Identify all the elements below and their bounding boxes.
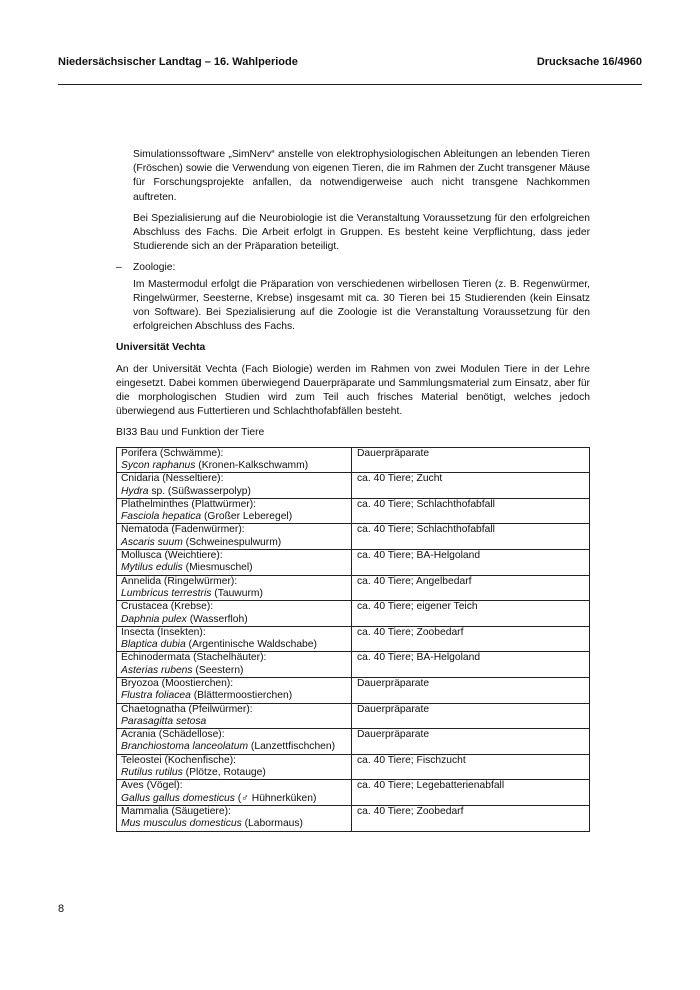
animal-group: Teleostei (Kochenfische): (121, 754, 237, 766)
page-header (58, 56, 642, 85)
animals-table (116, 447, 590, 832)
table-row (117, 678, 590, 704)
animal-species: Sycon raphanus (121, 459, 196, 471)
animal-cell (117, 601, 352, 627)
animal-species-line (121, 537, 347, 549)
animal-species-line (121, 818, 347, 830)
animal-species-line (121, 614, 347, 626)
animal-group: Porifera (Schwämme): (121, 447, 224, 459)
animal-species: Flustra foliacea (121, 690, 191, 702)
animal-group: Nematoda (Fadenwürmer): (121, 524, 245, 536)
animal-source: ca. 40 Tiere; eigener Teich (352, 601, 590, 627)
table-row (117, 473, 590, 499)
animal-group: Mollusca (Weichtiere): (121, 550, 223, 562)
animal-source: Dauerpräparate (352, 447, 590, 473)
animal-common-name: (Blättermoostierchen) (190, 690, 293, 702)
animal-species-line (121, 588, 347, 600)
paragraph-vechta: An der Universität Vechta (Fach Biologie) werden im Rahmen von zwei Modulen Tiere in der Lehre eingesetzt. Dabei kommen überwiegend Dauerpräparate und Sammlungsmaterial zum Einsatz, aber für die morphologischen Studien wird zum Teil auch frisches Material benötigt, welches jedoch überwiegend aus Futtertieren und Schlachthofabfällen besteht. (116, 363, 590, 418)
animal-common-name: sp. (Süßwasserpolyp) (148, 485, 251, 497)
animal-cell (117, 524, 352, 550)
header-document-number: Drucksache 16/4960 (536, 56, 642, 68)
table-row (117, 498, 590, 524)
animal-source: ca. 40 Tiere; Fischzucht (352, 754, 590, 780)
animal-species: Mus musculus domesticus (121, 818, 242, 830)
paragraph-simnerv: Simulationssoftware „SimNerv“ anstelle von elektrophysiologischen Ableitungen an lebenden Tieren (Fröschen) sowie die Verwendung von eigenen Tieren, die im Rahmen der Zucht transgener Mäuse für Forschungsprojekte anfallen, da notwendigerweise auch nicht transgene Nachkommen auftreten. (133, 149, 590, 203)
animal-species: Blaptica dubia (121, 639, 186, 651)
table-row (117, 447, 590, 473)
animal-species-line (121, 562, 347, 574)
table-row (117, 652, 590, 678)
animal-cell (117, 678, 352, 704)
header-parliament: Niedersächsischer Landtag – 16. Wahlperiode (58, 56, 298, 68)
table-row (117, 524, 590, 550)
animal-group: Bryozoa (Moostierchen): (121, 678, 234, 689)
animal-species-line (121, 639, 347, 651)
paragraph-zoologie: Im Mastermodul erfolgt die Präparation von verschiedenen wirbellosen Tieren (z. B. Regenwürmer, Ringelwürmer, Seesterne, Krebse) insgesamt mit ca. 30 Tieren bei 15 Studierenden (kein Einsatz von Software). Bei Spezialisierung auf die Zoologie ist die Veranstaltung Voraussetzung für den erfolgreichen Abschluss des Fachs. (133, 278, 590, 333)
table-row (117, 575, 590, 601)
animal-group: Aves (Vögel): (121, 780, 183, 792)
animal-cell (117, 754, 352, 780)
animal-species: Branchiostoma lanceolatum (121, 741, 249, 753)
animal-common-name: (Miesmuschel) (182, 562, 253, 574)
animal-source: ca. 40 Tiere; Legebatterienabfall (352, 780, 590, 806)
animal-species: Fasciola hepatica (121, 511, 202, 523)
animal-cell (117, 652, 352, 678)
animal-group: Plathelminthes (Plattwürmer): (121, 498, 257, 510)
animal-group: Insecta (Insekten): (121, 626, 206, 638)
animal-common-name: (Schweinespulwurm) (182, 536, 282, 548)
table-row (117, 805, 590, 831)
table-row (117, 601, 590, 627)
animal-source: ca. 40 Tiere; BA-Helgoland (352, 652, 590, 678)
animal-group: Cnidaria (Nesseltiere): (121, 473, 224, 485)
animal-common-name: (Großer Leberegel) (201, 511, 293, 523)
animal-species: Lumbricus terrestris (121, 587, 212, 599)
animal-group: Annelida (Ringelwürmer): (121, 575, 238, 587)
animal-cell (117, 703, 352, 729)
animal-species-line (121, 486, 347, 498)
page-number: 8 (58, 903, 65, 915)
animal-species: Asterias rubens (121, 664, 193, 676)
animal-common-name: (Labormaus) (241, 818, 303, 830)
animal-species-line (121, 665, 347, 677)
table-row (117, 626, 590, 652)
animal-species-line (121, 460, 347, 472)
animal-source: ca. 40 Tiere; Schlachthofabfall (352, 524, 590, 550)
list-label: Zoologie: (133, 262, 176, 274)
animal-common-name: (Seestern) (192, 664, 244, 676)
animal-cell (117, 805, 352, 831)
paragraph-neurobiologie: Bei Spezialisierung auf die Neurobiologie ist die Veranstaltung Voraussetzung für den erfolgreichen Abschluss des Fachs. Die Arbeit erfolgt in Gruppen. Es besteht keine Verpflichtung, dass jeder Studierende sich an der Präparation beteiligt. (133, 212, 590, 253)
animal-common-name: (Lanzettfischchen) (248, 741, 336, 753)
animal-source: Dauerpräparate (352, 729, 590, 755)
animal-species-line (121, 793, 347, 805)
animal-common-name: (Kronen-Kalkschwamm) (195, 459, 309, 471)
table-row (117, 550, 590, 576)
animal-common-name: (Plötze, Rotauge) (182, 767, 266, 779)
animal-species-line (121, 511, 347, 523)
animal-species: Rutilus rutilus (121, 767, 183, 779)
animal-source: ca. 40 Tiere; Schlachthofabfall (352, 498, 590, 524)
table-row (117, 729, 590, 755)
animal-group: Echinodermata (Stachelhäuter): (121, 652, 267, 664)
animal-source: ca. 40 Tiere; Zoobedarf (352, 626, 590, 652)
animal-cell (117, 626, 352, 652)
section-heading: Universität Vechta (116, 342, 206, 354)
animal-source: ca. 40 Tiere; BA-Helgoland (352, 550, 590, 576)
animal-source: ca. 40 Tiere; Zucht (352, 473, 590, 499)
animal-source: ca. 40 Tiere; Angelbedarf (352, 575, 590, 601)
list-dash: – (116, 262, 122, 274)
list-item-zoologie (116, 261, 590, 275)
animal-species: Gallus gallus domesticus (121, 792, 235, 804)
animal-group: Chaetognatha (Pfeilwürmer): (121, 703, 253, 715)
animal-cell (117, 498, 352, 524)
animal-species-line (121, 741, 347, 753)
animal-source: Dauerpräparate (352, 678, 590, 704)
animal-cell (117, 550, 352, 576)
animal-cell (117, 780, 352, 806)
animal-species: Hydra (121, 485, 149, 497)
animal-common-name: (Tauwurm) (211, 587, 263, 599)
animal-cell (117, 447, 352, 473)
animal-source: Dauerpräparate (352, 703, 590, 729)
table-row (117, 754, 590, 780)
animal-species: Mytilus edulis (121, 562, 183, 574)
animal-species: Parasagitta setosa (121, 715, 207, 727)
table-caption: BI33 Bau und Funktion der Tiere (116, 427, 265, 439)
animal-species-line (121, 716, 347, 728)
animal-cell (117, 473, 352, 499)
animal-common-name: (Argentinische Waldschabe) (185, 639, 317, 651)
animal-species: Daphnia pulex (121, 613, 187, 625)
animal-group: Mammalia (Säugetiere): (121, 805, 231, 817)
animal-cell (117, 575, 352, 601)
animal-species-line (121, 690, 347, 702)
animal-species: Ascaris suum (121, 536, 183, 548)
animal-species-line (121, 767, 347, 779)
animal-source: ca. 40 Tiere; Zoobedarf (352, 805, 590, 831)
table-row (117, 703, 590, 729)
animal-common-name: (Wasserfloh) (186, 613, 248, 625)
table-row (117, 780, 590, 806)
animal-group: Crustacea (Krebse): (121, 601, 214, 613)
page-content (116, 148, 590, 832)
animal-group: Acrania (Schädellose): (121, 729, 225, 741)
animal-common-name: (♂ Hühnerküken) (234, 792, 317, 804)
animal-cell (117, 729, 352, 755)
